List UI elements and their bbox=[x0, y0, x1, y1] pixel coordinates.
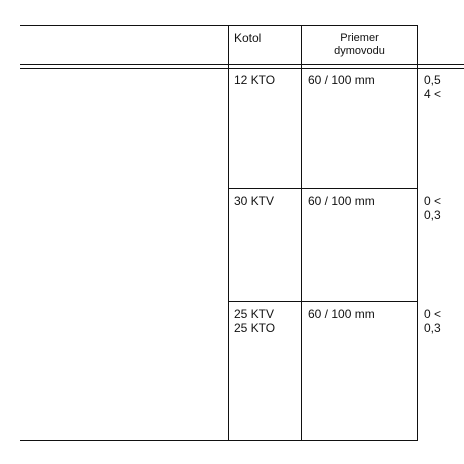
row-3-third-column: 0 < 0,3 bbox=[424, 307, 442, 335]
header-priemer-dymovodu: Priemer dymovodu bbox=[334, 32, 385, 57]
row-separator-2 bbox=[228, 301, 418, 302]
table-top-border bbox=[20, 25, 418, 26]
row-3-priemer: 60 / 100 mm bbox=[308, 307, 375, 321]
row-3-kotol: 25 KTV 25 KTO bbox=[234, 307, 276, 335]
row-2-priemer: 60 / 100 mm bbox=[308, 194, 375, 208]
column-divider-2 bbox=[301, 25, 302, 441]
row-2-kotol: 30 KTV bbox=[234, 194, 275, 208]
header-separator-2 bbox=[20, 68, 464, 69]
row-1-priemer: 60 / 100 mm bbox=[308, 73, 375, 87]
column-divider-1 bbox=[228, 25, 229, 441]
row-2-third-column: 0 < 0,3 bbox=[424, 194, 442, 222]
header-kotol: Kotol bbox=[234, 31, 262, 45]
table-bottom-border bbox=[20, 440, 418, 441]
header-separator-1 bbox=[20, 64, 464, 65]
column-divider-3 bbox=[417, 25, 418, 441]
row-1-kotol: 12 KTO bbox=[234, 73, 276, 87]
row-separator-1 bbox=[228, 188, 418, 189]
row-1-third-column: 0,5 4 < bbox=[424, 73, 442, 101]
